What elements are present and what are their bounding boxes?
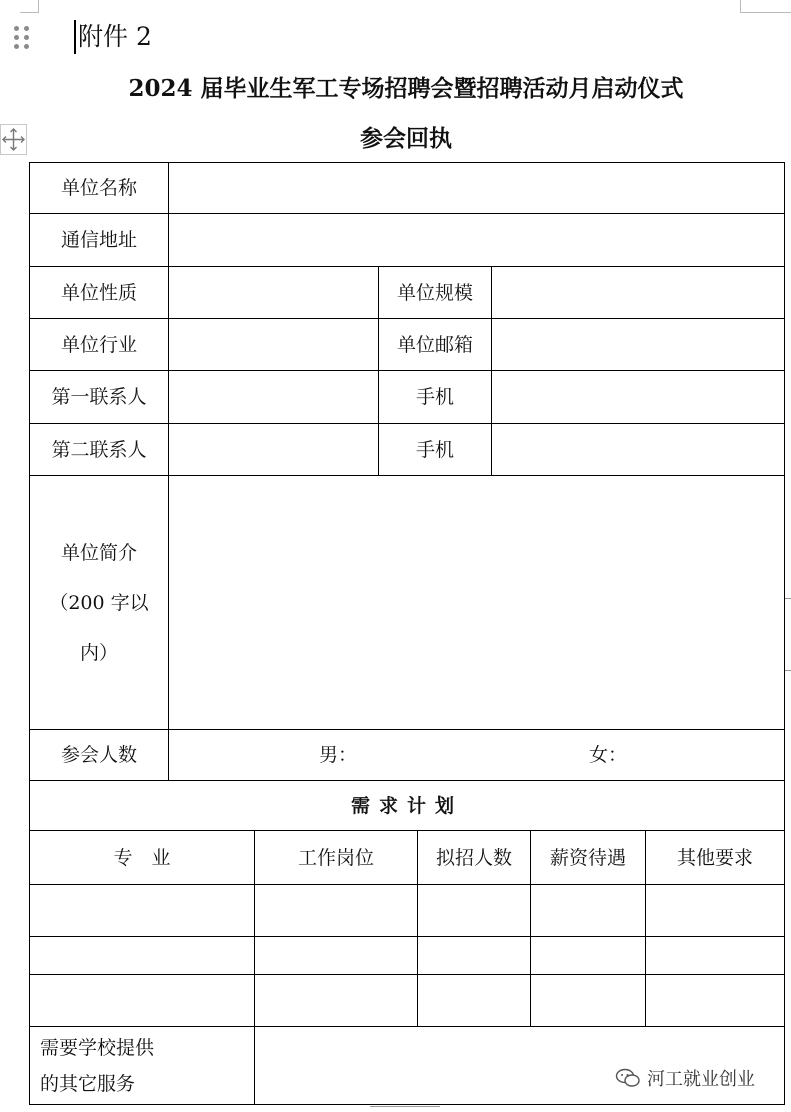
column-salary: 薪资待遇 — [531, 831, 646, 885]
page-corner-mark-left — [20, 0, 39, 13]
wechat-icon — [615, 1068, 641, 1088]
unit-intro-field[interactable] — [169, 476, 785, 730]
unit-industry-label: 单位行业 — [30, 319, 169, 371]
unit-intro-label — [30, 476, 169, 730]
page-corner-mark-right — [740, 0, 791, 13]
plan-row — [30, 937, 785, 975]
unit-email-label: 单位邮箱 — [379, 319, 492, 371]
unit-email-field[interactable] — [492, 319, 785, 371]
plan-cell[interactable] — [418, 885, 531, 937]
intro-line-1: 单位简介 — [60, 541, 137, 564]
phone1-field[interactable] — [492, 371, 785, 424]
table-move-icon[interactable] — [0, 124, 27, 155]
unit-scale-label: 单位规模 — [379, 267, 492, 319]
column-other-requirements: 其他要求 — [646, 831, 785, 885]
plan-cell[interactable] — [531, 937, 646, 975]
column-headcount: 拟招人数 — [418, 831, 531, 885]
attendees-field[interactable] — [169, 730, 785, 781]
plan-cell[interactable] — [646, 885, 785, 937]
service-line-2: 的其它服务 — [40, 1072, 136, 1095]
intro-line-3: 内） — [79, 641, 118, 664]
plan-cell[interactable] — [30, 975, 255, 1027]
contact1-label: 第一联系人 — [30, 371, 169, 424]
plan-cell[interactable] — [531, 975, 646, 1027]
move-arrows-icon — [1, 125, 26, 154]
unit-nature-label: 单位性质 — [30, 267, 169, 319]
column-major: 专 业 — [30, 831, 255, 885]
unit-name-label: 单位名称 — [30, 163, 169, 214]
contact2-field[interactable] — [169, 424, 379, 476]
plan-cell[interactable] — [30, 937, 255, 975]
service-line-1: 需要学校提供 — [40, 1036, 155, 1059]
unit-name-field[interactable] — [169, 163, 785, 214]
unit-scale-field[interactable] — [492, 267, 785, 319]
drag-handle-icon[interactable] — [12, 24, 34, 52]
document-title: 2024 届毕业生军工专场招聘会暨招聘活动月启动仪式 — [128, 75, 684, 102]
address-label: 通信地址 — [30, 214, 169, 267]
page-edge-mark — [784, 670, 791, 671]
phone2-field[interactable] — [492, 424, 785, 476]
plan-cell[interactable] — [418, 937, 531, 975]
intro-line-2: （200 字以 — [49, 591, 149, 614]
school-services-label — [30, 1027, 255, 1105]
attachment-label: 附件 2 — [78, 22, 152, 51]
demand-plan-heading: 需求计划 — [30, 781, 785, 831]
male-count-label: 男： — [319, 744, 358, 766]
plan-cell[interactable] — [255, 885, 418, 937]
plan-cell[interactable] — [531, 885, 646, 937]
unit-nature-field[interactable] — [169, 267, 379, 319]
watermark-text: 河工就业创业 — [647, 1069, 755, 1090]
unit-industry-field[interactable] — [169, 319, 379, 371]
plan-cell[interactable] — [646, 975, 785, 1027]
page-bottom-mark — [370, 1106, 440, 1112]
plan-cell[interactable] — [255, 975, 418, 1027]
attendees-label: 参会人数 — [30, 730, 169, 781]
document-subtitle: 参会回执 — [360, 125, 452, 152]
contact1-field[interactable] — [169, 371, 379, 424]
page-edge-mark — [784, 598, 791, 599]
plan-cell[interactable] — [418, 975, 531, 1027]
plan-cell[interactable] — [646, 937, 785, 975]
plan-cell[interactable] — [30, 885, 255, 937]
column-position: 工作岗位 — [255, 831, 418, 885]
female-count-label: 女： — [589, 744, 628, 766]
registration-form-table — [29, 162, 785, 1105]
plan-row — [30, 975, 785, 1027]
address-field[interactable] — [169, 214, 785, 267]
account-watermark — [615, 1063, 755, 1093]
text-cursor — [74, 20, 76, 54]
plan-cell[interactable] — [255, 937, 418, 975]
plan-row — [30, 885, 785, 937]
phone1-label: 手机 — [379, 371, 492, 424]
contact2-label: 第二联系人 — [30, 424, 169, 476]
phone2-label: 手机 — [379, 424, 492, 476]
